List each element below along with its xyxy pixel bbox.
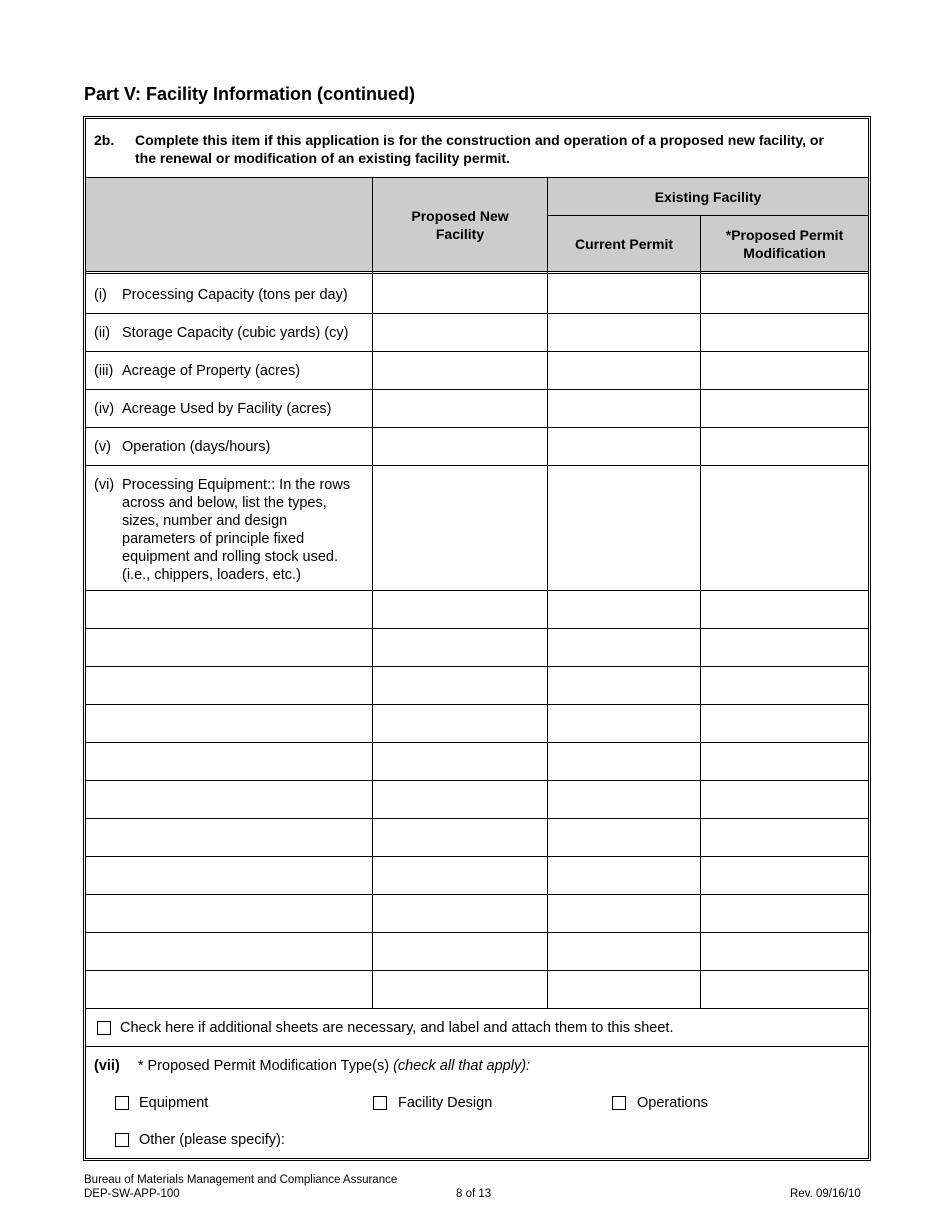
footer-bureau: Bureau of Materials Management and Compliance Assurance <box>84 1174 398 1186</box>
operations-label: Operations <box>637 1095 708 1111</box>
footer-form-id: DEP-SW-APP-100 <box>84 1188 180 1200</box>
row-divider <box>86 351 868 352</box>
intro-text: Complete this item if this application is for the construction and operation of a proposed new facility, or the renewal or modification of an existing facility permit. <box>135 132 824 166</box>
additional-sheets-checkbox[interactable] <box>97 1021 111 1035</box>
row-divider <box>86 666 868 667</box>
column-divider <box>700 215 701 1008</box>
row-divider <box>86 932 868 933</box>
header-current-permit: Current Permit <box>574 235 674 252</box>
row-divider <box>86 465 868 466</box>
intro-number: 2b. <box>94 132 115 148</box>
row-divider <box>86 1046 868 1047</box>
row-divider <box>86 704 868 705</box>
header-proposed-permit-modification: *Proposed Permit Modification <box>725 226 844 261</box>
other-label: Other (please specify): <box>139 1132 285 1148</box>
modification-heading: (vii) * Proposed Permit Modification Type(s) (check all that apply): <box>94 1058 531 1074</box>
header-divider <box>86 271 868 274</box>
row-divider <box>86 894 868 895</box>
header-existing-facility: Existing Facility <box>654 188 762 205</box>
equipment-label: Equipment <box>139 1095 209 1111</box>
row-divider <box>86 389 868 390</box>
row-divider <box>86 856 868 857</box>
row-divider <box>86 742 868 743</box>
row-divider <box>86 590 868 591</box>
column-divider <box>547 178 548 1008</box>
facility-info-form: 2b. Complete this item if this application is for the construction and operation of a proposed new facility, or the renewal or modification of an existing facility permit. Proposed New Facility Existing Facility Current Permit *Proposed Permit Modification (i) Processing Capacity (tons per day) (ii) Storage Capacity (cubic yards) (cy) (iii) Acreage of Property (acres) (iv) Acreage Used by Facility (acres) (v) Operation (days/hours) (vi) Processing Equipment:: In the rows across and below, list the types, sizes, number and design parameters of principle fixed equipment and rolling stock used. (i.e., chippers, loaders, etc.) Check here if additional sheets are necessary, and label and attach them to this sheet. (vii) * Proposed Permit Modification Type(s) (check all that apply): Equipment Facility Design Operations Other (please specify): <box>83 116 871 1161</box>
header-proposed-new-facility: Proposed New Facility <box>411 207 509 242</box>
facility-design-label: Facility Design <box>398 1095 493 1111</box>
operations-checkbox[interactable] <box>612 1096 626 1110</box>
row-divider <box>86 628 868 629</box>
page-title: Part V: Facility Information (continued) <box>84 84 416 104</box>
row-divider <box>86 313 868 314</box>
row-divider <box>86 427 868 428</box>
facility-design-checkbox[interactable] <box>373 1096 387 1110</box>
row-divider <box>86 1008 868 1009</box>
footer-page-number: 8 of 13 <box>456 1188 492 1200</box>
other-checkbox[interactable] <box>115 1133 129 1147</box>
row-divider <box>86 780 868 781</box>
row-divider <box>86 818 868 819</box>
row-divider <box>86 970 868 971</box>
column-divider <box>372 178 373 1008</box>
footer-revision: Rev. 09/16/10 <box>790 1188 861 1200</box>
equipment-checkbox[interactable] <box>115 1096 129 1110</box>
additional-sheets-label: Check here if additional sheets are necessary, and label and attach them to this sheet. <box>120 1020 674 1036</box>
